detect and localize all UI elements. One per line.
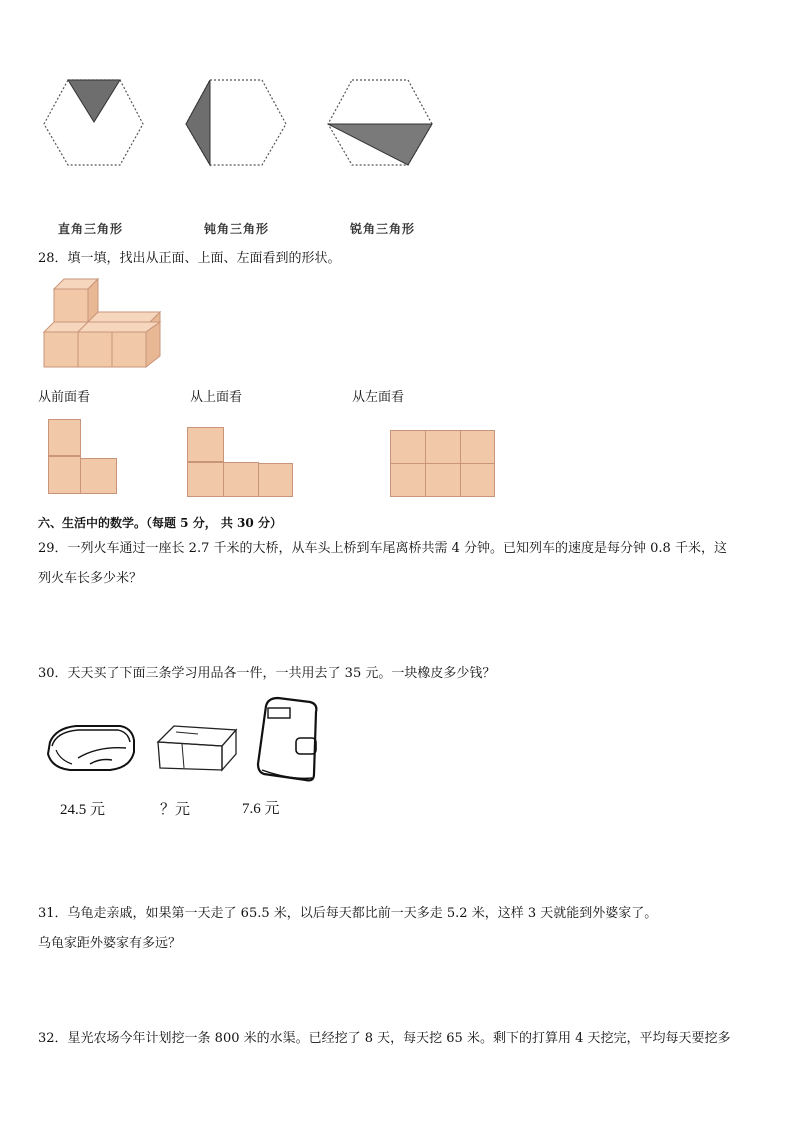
price-pencil-box: 24.5 元 [60,802,106,818]
question-32-line1: 32．星光农场今年计划挖一条 800 米的水渠。已经挖了 8 天，每天挖 65 米。剩下的打算用 4 天挖完，平均每天要挖多 [38,1031,731,1046]
question-31-line1: 31．乌龟走亲戚，如果第一天走了 65.5 米，以后每天都比前一天多走 5.2 米，这样 3 天就能到外婆家了。 [38,906,658,921]
question-29-line1: 29．一列火车通过一座长 2.7 千米的大桥，从车头上桥到车尾离桥共需 4 分钟。已知列车的速度是每分钟 0.8 千米，这 [38,541,727,556]
view-label-top: 从上面看 [190,390,243,405]
price-notebook: 7.6 元 [242,801,280,817]
section-6-title: 六、生活中的数学。（每题 5 分， 共 30 分） [38,516,282,530]
question-28: 28．填一填，找出从正面、上面、左面看到的形状。 [38,251,341,266]
question-30: 30．天天买了下面三条学习用品各一件，一共用去了 35 元。一块橡皮多少钱？ [38,666,496,681]
caption-right-triangle: 直角三角形 [58,222,124,236]
view-label-left: 从左面看 [352,390,405,405]
pencil-box-icon [48,726,134,770]
question-29-line2: 列火车长多少米？ [38,571,143,586]
eraser-icon [158,726,236,770]
caption-obtuse-triangle: 钝角三角形 [204,222,270,236]
notebook-icon [258,698,316,780]
caption-acute-triangle: 锐角三角形 [350,222,416,236]
question-31-line2: 乌龟家距外婆家有多远？ [38,936,182,951]
view-label-front: 从前面看 [38,390,91,405]
price-eraser: ？元 [160,802,191,818]
